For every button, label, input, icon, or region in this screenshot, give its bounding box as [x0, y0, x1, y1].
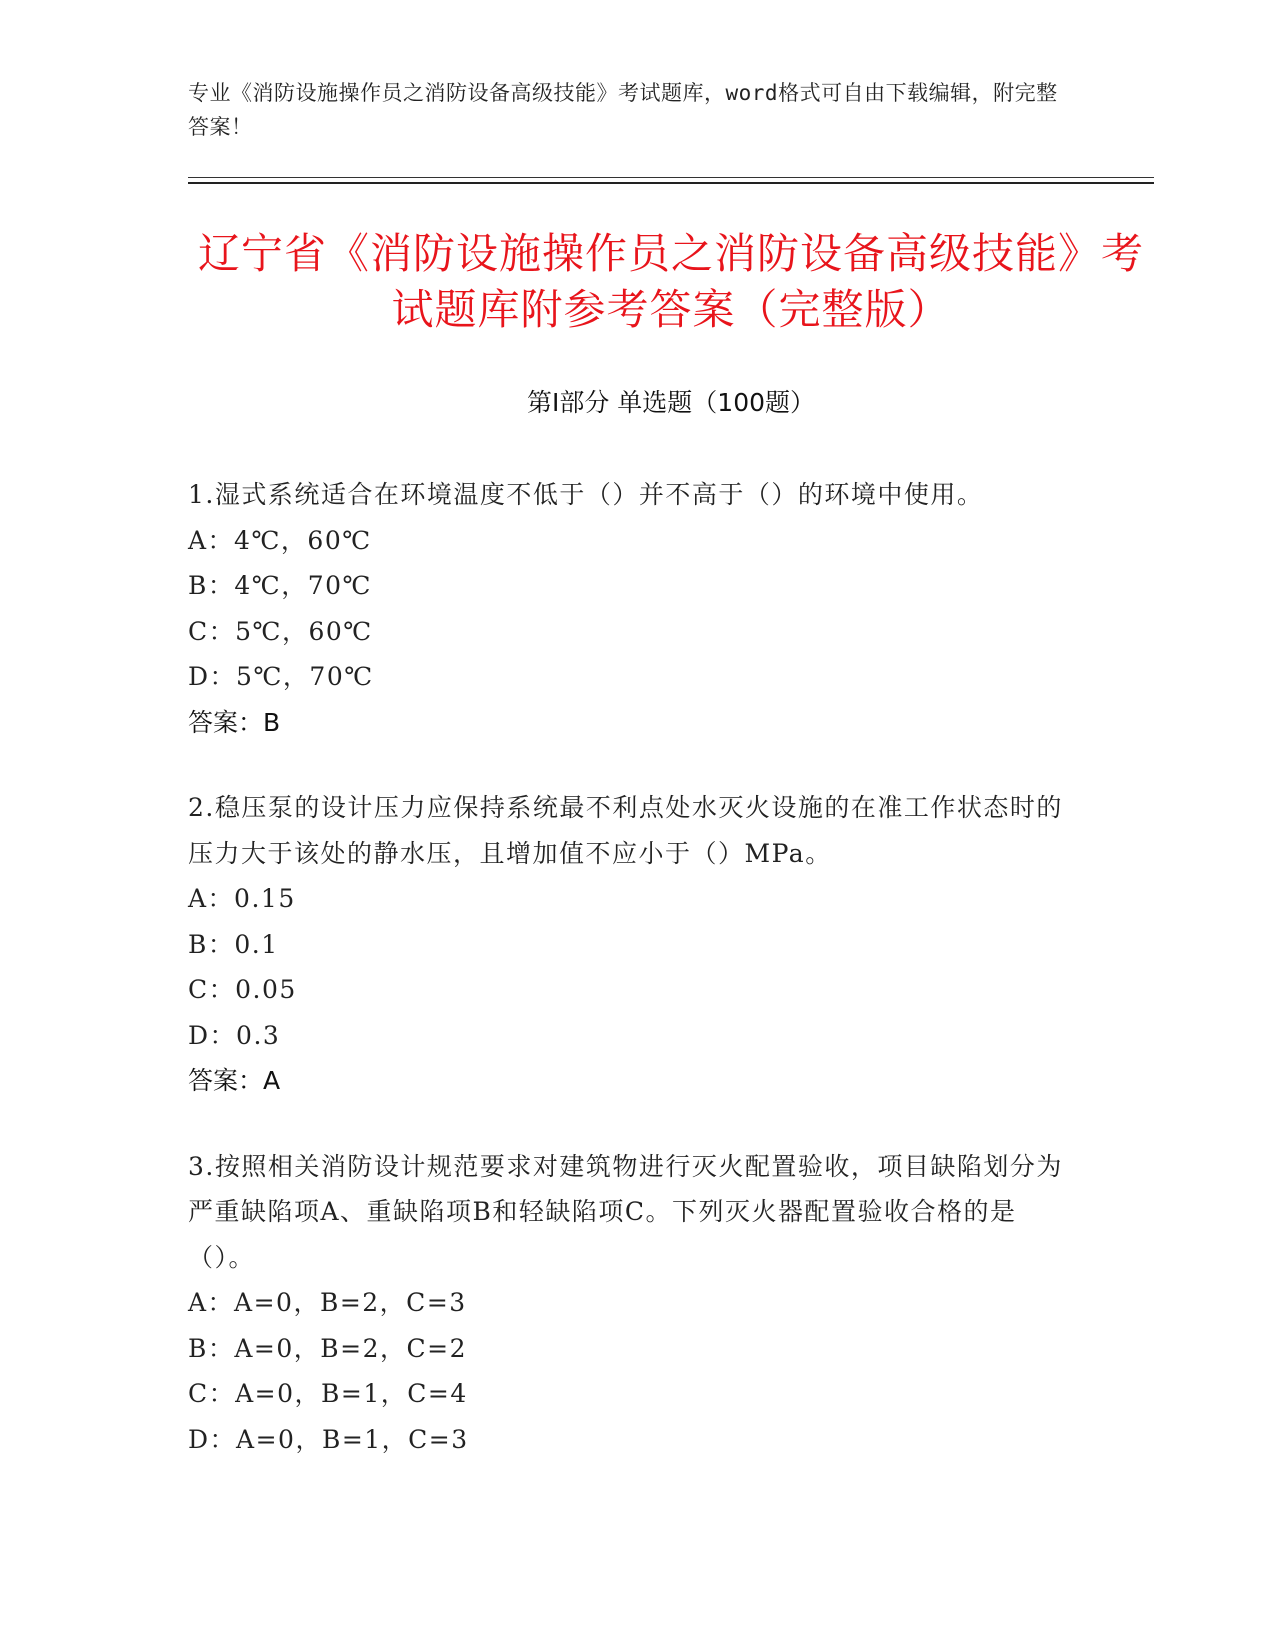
option-d: D：0.3	[188, 1020, 281, 1050]
option-c: C：5℃，60℃	[188, 616, 373, 646]
option-a: A：4℃，60℃	[188, 525, 372, 555]
option-c: C：0.05	[188, 975, 297, 1004]
question-3	[188, 1144, 1078, 1463]
option-c: C：A=0，B=1，C=4	[188, 1379, 468, 1408]
option-d: D：5℃，70℃	[188, 662, 374, 691]
option-b: B：4℃，70℃	[188, 571, 373, 600]
option-b: B：A=0，B=2，C=2	[188, 1333, 467, 1363]
option-a: A：A=0，B=2，C=3	[188, 1288, 467, 1317]
question-stem: 1.湿式系统适合在环境温度不低于（）并不高于（）的环境中使用。	[188, 480, 984, 509]
option-a: A：0.15	[188, 884, 296, 913]
question-1	[188, 472, 1078, 745]
question-list	[188, 472, 1078, 1502]
section-heading: 第Ⅰ部分 单选题（100题）	[526, 388, 816, 417]
header-note: 专业《消防设施操作员之消防设备高级技能》考试题库，word格式可自由下载编辑，附完整答案！	[188, 81, 1058, 139]
header-divider-thick	[188, 182, 1154, 184]
question-2	[188, 785, 1078, 1104]
option-d: D：A=0，B=1，C=3	[188, 1424, 469, 1454]
question-stem: 3.按照相关消防设计规范要求对建筑物进行灭火配置验收，项目缺陷划分为严重缺陷项A、重缺陷项B和轻缺陷项C。下列灭火器配置验收合格的是（）。	[188, 1151, 1063, 1272]
answer: 答案：A	[188, 1066, 281, 1095]
document-title: 辽宁省《消防设施操作员之消防设备高级技能》考试题库附参考答案（完整版）	[197, 229, 1144, 334]
question-stem: 2.稳压泵的设计压力应保持系统最不利点处水灭火设施的在准工作状态时的压力大于该处的静水压，且增加值不应小于（）MPa。	[188, 793, 1063, 868]
option-b: B：0.1	[188, 929, 279, 959]
header-divider-thin	[188, 177, 1154, 178]
answer: 答案：B	[188, 707, 281, 737]
